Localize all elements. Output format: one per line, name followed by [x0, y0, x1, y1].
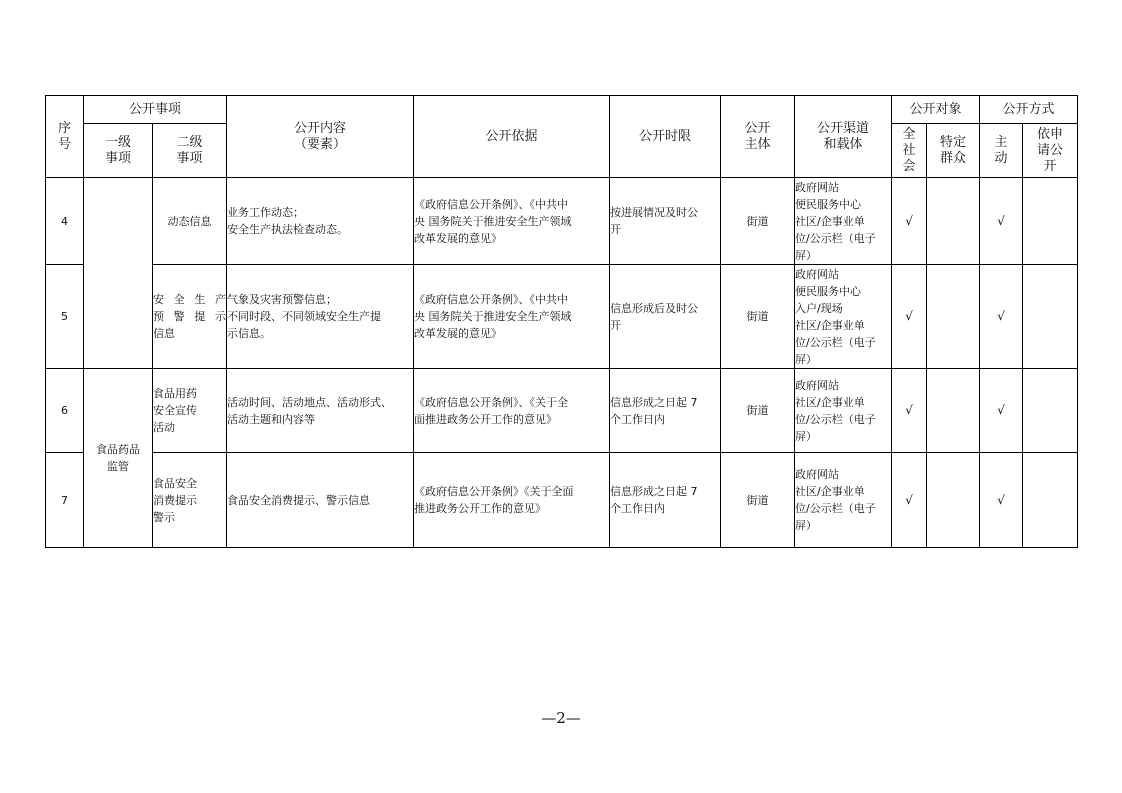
basis-cell: 《政府信息公开条例》、《中共中 央 国务院关于推进安全生产领域 改革发展的意见》: [414, 178, 610, 265]
subject-cell: 街道: [721, 178, 795, 265]
level1-cell: 食品药品监管: [84, 369, 153, 548]
target-all-check: √: [892, 453, 927, 548]
content-cell: 活动时间、活动地点、活动形式、 活动主题和内容等: [227, 369, 414, 453]
disclosure-table: [45, 95, 1078, 548]
level1-cell: [84, 178, 153, 369]
subject-cell: 街道: [721, 453, 795, 548]
content-cell: 食品安全消费提示、警示信息: [227, 453, 414, 548]
row-seq: 4: [46, 178, 84, 265]
row-seq: 7: [46, 453, 84, 548]
target-specific-check: [927, 178, 980, 265]
subject-cell: 街道: [721, 265, 795, 369]
basis-cell: 《政府信息公开条例》、《中共中 央 国务院关于推进安全生产领域 改革发展的意见》: [414, 265, 610, 369]
header-content: 公开内容 （要素）: [227, 96, 414, 178]
header-method: 公开方式: [980, 96, 1078, 124]
level2-cell: 食品用药 安全宣传 活动: [153, 369, 227, 453]
method-active-check: √: [980, 265, 1023, 369]
header-level2: 二级事项: [153, 124, 227, 178]
time-limit-cell: 信息形成之日起 7 个工作日内: [610, 453, 721, 548]
target-specific-check: [927, 369, 980, 453]
method-apply-check: [1023, 369, 1078, 453]
level2-cell: 安全生产 预警提示 信息: [153, 265, 227, 369]
header-method-apply: 依申请公开: [1023, 124, 1078, 178]
header-target-all: 全社会: [892, 124, 927, 178]
row-seq: 5: [46, 265, 84, 369]
table-row: [46, 265, 1078, 369]
target-specific-check: [927, 265, 980, 369]
page-number: —2—: [541, 709, 581, 727]
target-all-check: √: [892, 178, 927, 265]
header-method-active: 主动: [980, 124, 1023, 178]
table-row: [46, 178, 1078, 265]
target-specific-check: [927, 453, 980, 548]
header-matter: 公开事项: [84, 96, 227, 124]
method-apply-check: [1023, 265, 1078, 369]
header-subject: 公开主体: [721, 96, 795, 178]
target-all-check: √: [892, 265, 927, 369]
header-seq: 序号: [46, 96, 84, 178]
header-time-limit: 公开时限: [610, 96, 721, 178]
content-cell: 业务工作动态； 安全生产执法检查动态。: [227, 178, 414, 265]
channel-cell: 政府网站 社区/企事业单 位/公示栏（电子 屏）: [795, 369, 892, 453]
method-apply-check: [1023, 178, 1078, 265]
header-target-specific: 特定群众: [927, 124, 980, 178]
target-all-check: √: [892, 369, 927, 453]
level2-cell: 动态信息: [153, 178, 227, 265]
method-active-check: √: [980, 453, 1023, 548]
method-active-check: √: [980, 178, 1023, 265]
subject-cell: 街道: [721, 369, 795, 453]
channel-cell: 政府网站 社区/企事业单 位/公示栏（电子 屏）: [795, 453, 892, 548]
table-row: [46, 453, 1078, 548]
content-cell: 气象及灾害预警信息； 不同时段、不同领域安全生产提 示信息。: [227, 265, 414, 369]
basis-cell: 《政府信息公开条例》《关于全面 推进政务公开工作的意见》: [414, 453, 610, 548]
header-channel: 公开渠道 和载体: [795, 96, 892, 178]
row-seq: 6: [46, 369, 84, 453]
table-row: [46, 369, 1078, 453]
header-target: 公开对象: [892, 96, 980, 124]
channel-cell: 政府网站 便民服务中心 入户/现场 社区/企事业单 位/公示栏（电子 屏）: [795, 265, 892, 369]
header-basis: 公开依据: [414, 96, 610, 178]
header-level1: 一级事项: [84, 124, 153, 178]
method-apply-check: [1023, 453, 1078, 548]
level2-cell: 食品安全 消费提示 警示: [153, 453, 227, 548]
method-active-check: √: [980, 369, 1023, 453]
time-limit-cell: 信息形成后及时公 开: [610, 265, 721, 369]
channel-cell: 政府网站 便民服务中心 社区/企事业单 位/公示栏（电子 屏）: [795, 178, 892, 265]
basis-cell: 《政府信息公开条例》、《关于全 面推进政务公开工作的意见》: [414, 369, 610, 453]
time-limit-cell: 信息形成之日起 7 个工作日内: [610, 369, 721, 453]
time-limit-cell: 按进展情况及时公 开: [610, 178, 721, 265]
